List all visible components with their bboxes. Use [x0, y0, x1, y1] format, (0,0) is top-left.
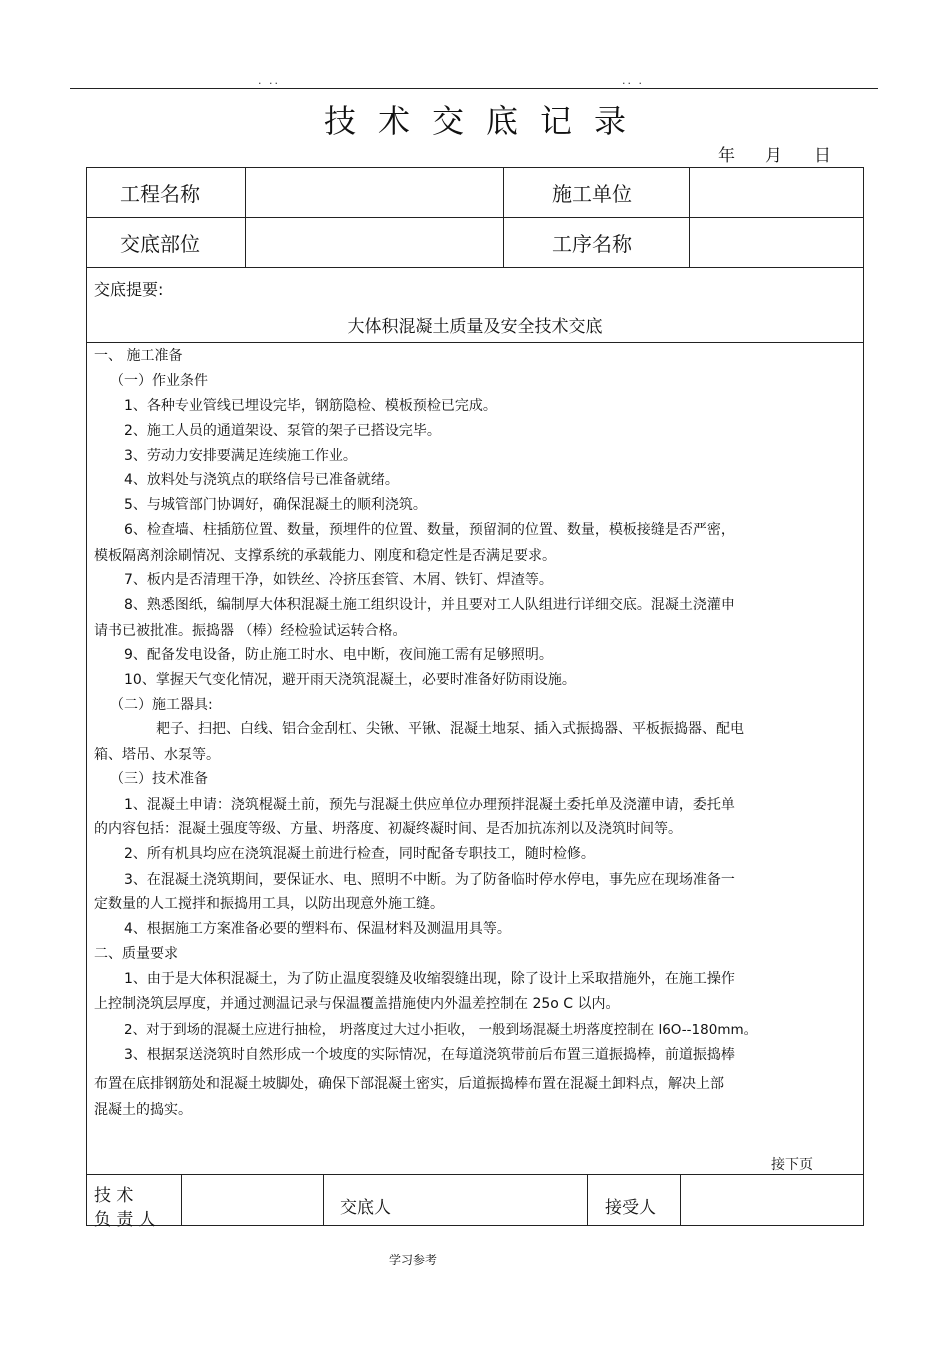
col-divider — [181, 1174, 182, 1225]
content-line: 请书已被批准。振捣器 （棒）经检验试运转合格。 — [94, 623, 407, 639]
content-line: 4、放料处与浇筑点的联络信号已准备就绪。 — [124, 472, 399, 488]
content-line: 混凝土的捣实。 — [94, 1102, 192, 1118]
content-line: 布置在底排钢筋处和混凝土坡脚处，确保下部混凝土密实，后道振捣棒布置在混凝土卸料点，解决上部 — [94, 1076, 724, 1092]
content-line: 7、板内是否清理干净，如铁丝、冷挤压套管、木屑、铁钉、焊渣等。 — [124, 572, 553, 588]
content-line: 上控制浇筑层厚度，并通过测温记录与保温覆盖措施使内外温差控制在 25o C 以内。 — [94, 996, 620, 1012]
project-name-label: 工程名称 — [120, 182, 200, 206]
row-divider — [87, 267, 863, 268]
content-line: （一）作业条件 — [110, 373, 208, 389]
content-line: 4、根据施工方案准备必要的塑料布、保温材料及测温用具等。 — [124, 921, 511, 937]
row-divider — [87, 342, 863, 343]
process-name-label: 工序名称 — [552, 232, 632, 256]
content-line: 9、配备发电设备，防止施工时水、电中断，夜间施工需有足够照明。 — [124, 647, 553, 663]
row-divider — [87, 217, 863, 218]
tech-lead-label-line1: 技 术 — [94, 1186, 134, 1206]
content-line: 2、对于到场的混凝土应进行抽检， 坍落度过大过小拒收， 一般到场混凝土坍落度控制在 l6O--180mm。 — [124, 1022, 758, 1038]
content-line: 3、在混凝土浇筑期间，要保证水、电、照明不中断。为了防备临时停水停电，事先应在现场准备一 — [124, 872, 735, 888]
header-dots-left: . .. — [258, 74, 280, 87]
content-line: 10、掌握天气变化情况，避开雨天浇筑混凝土，必要时准备好防雨设施。 — [124, 672, 576, 688]
content-line: 6、检查墙、柱插筋位置、数量，预埋件的位置、数量，预留洞的位置、数量，模板接缝是否严密， — [124, 522, 735, 538]
receiver-label: 接受人 — [605, 1198, 656, 1218]
content-line: 耙子、扫把、白线、铝合金刮杠、尖锹、平锹、混凝土地泵、插入式振捣器、平板振捣器、配电 — [156, 721, 744, 737]
content-line: 3、劳动力安排要满足连续施工作业。 — [124, 448, 357, 464]
content-line: （三）技术准备 — [110, 771, 208, 787]
header-dots-right: .. . — [622, 74, 644, 87]
location-label: 交底部位 — [120, 232, 200, 256]
content-line: 1、各种专业管线已埋设完毕，钢筋隐检、模板预检已完成。 — [124, 398, 497, 414]
content-line: 5、与城管部门协调好，确保混凝土的顺利浇筑。 — [124, 497, 427, 513]
content-line: 二、质量要求 — [94, 946, 178, 962]
col-divider — [689, 168, 690, 267]
col-divider — [680, 1174, 681, 1225]
discloser-label: 交底人 — [340, 1198, 391, 1218]
content-line: 一、 施工准备 — [94, 348, 183, 364]
row-divider — [87, 1174, 863, 1175]
next-page-note: 接下页 — [771, 1157, 813, 1173]
summary-label: 交底提要: — [94, 280, 164, 299]
col-divider — [323, 1174, 324, 1225]
content-line: 2、施工人员的通道架设、泵管的架子已搭设完毕。 — [124, 423, 441, 439]
content-line: 模板隔离剂涂刷情况、支撑系统的承载能力、刚度和稳定性是否满足要求。 — [94, 548, 556, 564]
date-year: 年 — [718, 146, 735, 166]
content-line: 1、混凝土申请：浇筑棍凝土前，预先与混凝土供应单位办理预拌混凝土委托单及浇灌申请，委托单 — [124, 797, 735, 813]
construction-unit-label: 施工单位 — [552, 182, 632, 206]
date-month: 月 — [765, 146, 782, 166]
summary-title: 大体积混凝土质量及安全技术交底 — [347, 317, 603, 337]
col-divider — [587, 1174, 588, 1225]
date-day: 日 — [814, 146, 831, 166]
document-title: 技术交底记录 — [323, 102, 648, 140]
col-divider — [245, 168, 246, 267]
header-rule — [70, 88, 878, 89]
col-divider — [503, 168, 504, 267]
content-line: 的内容包括：混凝土强度等级、方量、坍落度、初凝终凝时间、是否加抗冻剂以及浇筑时间等。 — [94, 821, 682, 837]
content-line: 2、所有机具均应在浇筑混凝土前进行检查，同时配备专职技工，随时检修。 — [124, 846, 595, 862]
content-line: 8、熟悉图纸，编制厚大体积混凝土施工组织设计，并且要对工人队组进行详细交底。混凝土浇灌申 — [124, 597, 735, 613]
tech-lead-label-line2: 负 责 人 — [94, 1210, 156, 1230]
content-line: （二）施工器具: — [110, 697, 213, 713]
content-line: 定数量的人工搅拌和振捣用工具，以防出现意外施工缝。 — [94, 896, 444, 912]
content-line: 3、根据泵送浇筑时自然形成一个坡度的实际情况，在每道浇筑带前后布置三道振捣棒，前道振捣棒 — [124, 1047, 735, 1063]
content-line: 箱、塔吊、水泵等。 — [94, 747, 220, 763]
content-line: 1、由于是大体积混凝土，为了防止温度裂缝及收缩裂缝出现，除了设计上采取措施外，在施工操作 — [124, 971, 735, 987]
footer-note: 学习参考 — [388, 1253, 437, 1267]
